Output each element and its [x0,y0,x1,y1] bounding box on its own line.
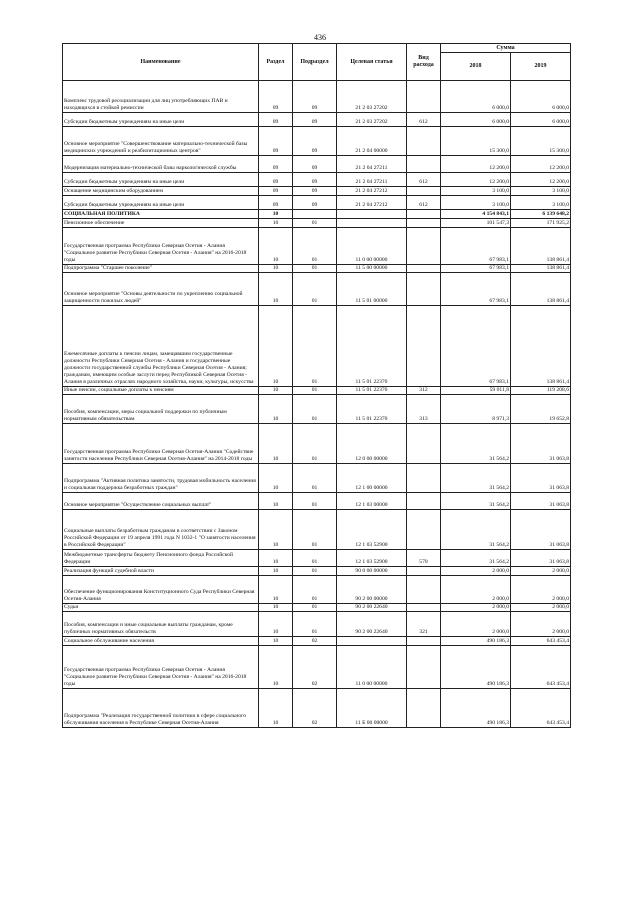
row-razdel: 10 [259,604,293,612]
row-razdel: 10 [259,510,293,550]
row-sum-2019: 19 652,8 [511,395,571,424]
row-podrazdel: 09 [293,156,337,173]
row-razdel: 10 [259,576,293,604]
row-razdel: 10 [259,493,293,510]
row-statya [337,219,407,228]
row-vid [407,306,441,387]
row-name: Оснащение медицинским оборудованием [63,187,259,196]
row-sum-2019: 31 063,8 [511,424,571,464]
row-podrazdel: 02 [293,637,337,646]
row-sum-2018: 3 100,0 [441,196,511,210]
row-razdel: 09 [259,81,293,113]
row-sum-2018: 2 000,0 [441,612,511,637]
row-vid [407,689,441,728]
row-name: Социальное обслуживание населения [63,637,259,646]
table-row [63,196,571,210]
row-sum-2019: 119 208,6 [511,387,571,395]
row-sum-2019: 2 000,0 [511,567,571,576]
row-name: Основное мероприятие "Совершенствование материально-технической базы медицинских учреждений и реабилитационных центров" [63,127,259,156]
row-sum-2018: 31 564,2 [441,424,511,464]
row-name: Государственная программа Республики Северная Осетия - Алания "Социальное развитие Республики Северная Осетия - Алания" на 2016-2018 годы [63,228,259,265]
row-statya: 90 0 00 00000 [337,567,407,576]
row-sum-2018: 15 300,0 [441,127,511,156]
row-sum-2018: 490 186,3 [441,646,511,689]
row-sum-2019: 15 300,0 [511,127,571,156]
header-2018: 2018 [441,53,511,81]
row-razdel: 10 [259,612,293,637]
row-vid [407,127,441,156]
row-podrazdel: 09 [293,196,337,210]
row-podrazdel [293,210,337,219]
row-podrazdel: 02 [293,646,337,689]
row-statya: 12 1 03 00000 [337,493,407,510]
row-sum-2019: 3 100,0 [511,187,571,196]
row-name: Пособия, компенсации и иные социальные выплаты гражданам, кроме публичных нормативных обязательств [63,612,259,637]
row-razdel: 10 [259,637,293,646]
table-row [63,210,571,219]
row-name: Модернизация материально-технической базы наркологической службы [63,156,259,173]
row-sum-2018: 31 564,2 [441,493,511,510]
row-sum-2019: 31 063,8 [511,510,571,550]
row-podrazdel: 01 [293,228,337,265]
row-name: Ежемесячные доплаты к пенсии лицам, замещавшим государственные должности Республики Северная Осетия - Алания и государственные должности государственной службы Республики Северная Осетия - Алания; гражданам, имеющим особые заслуги перед Республикой Северная Осетия - Алания в различных отраслях народного хозяйства, науки, культуры, искусства [63,306,259,387]
table-row [63,424,571,464]
row-podrazdel: 01 [293,604,337,612]
row-sum-2019: 12 200,0 [511,173,571,187]
row-podrazdel: 09 [293,127,337,156]
row-sum-2019: 6 000,0 [511,81,571,113]
row-vid [407,510,441,550]
row-sum-2019: 31 063,8 [511,493,571,510]
row-razdel: 09 [259,127,293,156]
row-vid: 313 [407,395,441,424]
row-razdel: 09 [259,196,293,210]
row-statya: 12 0 00 00000 [337,424,407,464]
row-vid [407,604,441,612]
row-sum-2018: 2 000,0 [441,576,511,604]
row-vid [407,265,441,273]
row-statya: 21 2 03 27202 [337,81,407,113]
table-row [63,81,571,113]
row-sum-2018: 31 564,2 [441,464,511,493]
row-podrazdel: 01 [293,567,337,576]
row-podrazdel: 01 [293,612,337,637]
row-vid [407,81,441,113]
row-name: Подпрограмма "Реализация государственной политики в сфере социального обслуживания населения в Республике Северная Осетия-Алания [63,689,259,728]
row-vid: 312 [407,387,441,395]
table-row [63,265,571,273]
row-sum-2018: 490 186,3 [441,689,511,728]
row-sum-2019: 2 000,0 [511,604,571,612]
row-sum-2018: 59 011,8 [441,387,511,395]
table-row [63,510,571,550]
row-statya: 11 0 00 00000 [337,646,407,689]
page-number: 436 [314,33,326,42]
row-statya: 11 0 00 00000 [337,228,407,265]
table-row [63,576,571,604]
row-sum-2019: 643 453,4 [511,689,571,728]
row-sum-2018: 101 547,3 [441,219,511,228]
row-podrazdel: 09 [293,81,337,113]
header-vid: Вид расхода [407,44,441,81]
row-name: Подпрограмма "Активная политика занятости, трудовая мобильность населения и социальная поддержка безработных граждан" [63,464,259,493]
row-sum-2018: 4 154 843,1 [441,210,511,219]
row-sum-2019: 6 000,0 [511,113,571,127]
table-row [63,306,571,387]
row-razdel: 10 [259,464,293,493]
row-razdel: 09 [259,156,293,173]
row-podrazdel: 01 [293,424,337,464]
row-podrazdel: 01 [293,387,337,395]
row-name: Субсидии бюджетным учреждениям на иные цели [63,196,259,210]
table-row [63,127,571,156]
row-statya: 90 2 00 22640 [337,604,407,612]
table-row [63,273,571,306]
row-vid: 612 [407,196,441,210]
row-vid [407,646,441,689]
row-podrazdel: 01 [293,493,337,510]
row-sum-2019: 6 139 648,2 [511,210,571,219]
row-vid [407,156,441,173]
row-sum-2018: 67 983,1 [441,228,511,265]
row-statya: 12 1 03 52900 [337,510,407,550]
row-vid [407,228,441,265]
row-sum-2018: 490 186,3 [441,637,511,646]
row-sum-2018: 2 000,0 [441,567,511,576]
row-sum-2018: 12 200,0 [441,156,511,173]
row-sum-2018: 67 983,1 [441,273,511,306]
row-razdel: 10 [259,567,293,576]
row-sum-2018: 3 100,0 [441,187,511,196]
table-row [63,550,571,567]
row-sum-2018: 8 971,3 [441,395,511,424]
row-podrazdel: 09 [293,113,337,127]
row-sum-2019: 138 861,4 [511,228,571,265]
row-statya [337,210,407,219]
row-sum-2018: 12 200,0 [441,173,511,187]
header-summa: Сумма [441,44,571,53]
row-podrazdel: 01 [293,510,337,550]
row-sum-2019: 31 063,8 [511,464,571,493]
row-name: Пособия, компенсации, меры социальной поддержки по публичным нормативным обязательствам [63,395,259,424]
row-statya: 21 2 03 27202 [337,113,407,127]
row-sum-2019: 3 100,0 [511,196,571,210]
row-name: Государственная программа Республики Северная Осетия - Алания "Социальное развитие Республики Северная Осетия - Алания" на 2016-2018 годы [63,646,259,689]
table-row [63,604,571,612]
header-2019: 2019 [511,53,571,81]
table-row [63,612,571,637]
row-vid [407,210,441,219]
table-row [63,156,571,173]
row-podrazdel: 01 [293,395,337,424]
row-statya: 21 2 04 27212 [337,196,407,210]
row-statya: 11 5 00 00000 [337,265,407,273]
row-name: Реализация функций судебной власти [63,567,259,576]
row-razdel: 10 [259,219,293,228]
row-podrazdel: 01 [293,273,337,306]
row-statya: 90 2 00 22640 [337,612,407,637]
row-sum-2019: 643 453,4 [511,637,571,646]
row-statya: 21 2 04 00000 [337,127,407,156]
row-vid [407,464,441,493]
row-name: Иные пенсии, социальные доплаты к пенсиям [63,387,259,395]
row-podrazdel: 09 [293,173,337,187]
row-vid: 612 [407,173,441,187]
row-name: Государственная программа Республики Северная Осетия-Алания "Содействие занятости населения Республики Северная Осетия-Алания" на 2014-2018 годы [63,424,259,464]
row-name: Пенсионное обеспечение [63,219,259,228]
row-podrazdel: 01 [293,265,337,273]
row-sum-2019: 138 861,4 [511,306,571,387]
row-name: СОЦИАЛЬНАЯ ПОЛИТИКА [63,210,259,219]
row-razdel: 10 [259,306,293,387]
row-statya: 11 5 01 22370 [337,306,407,387]
row-razdel: 09 [259,113,293,127]
row-sum-2019: 643 453,4 [511,646,571,689]
row-sum-2018: 31 564,2 [441,550,511,567]
row-statya: 21 2 04 27211 [337,156,407,173]
row-name: Субсидии бюджетным учреждениям на иные цели [63,113,259,127]
header-podrazdel: Подраздел [293,44,337,81]
row-statya [337,637,407,646]
table-body [63,81,571,728]
row-vid [407,187,441,196]
row-name: Комплекс трудовой ресоциализации для лиц употребляющих ПАВ и находящихся в стойкой ремиссии [63,81,259,113]
table-row [63,228,571,265]
row-name: Социальные выплаты безработным гражданам в соответствии с Законом Российской Федерации от 19 апреля 1991 года N 1032-1 "О занятости населения в Российской Федерации" [63,510,259,550]
row-vid [407,424,441,464]
table-row [63,219,571,228]
table-row [63,493,571,510]
row-statya: 11 5 01 22370 [337,387,407,395]
row-razdel: 10 [259,387,293,395]
row-razdel: 10 [259,228,293,265]
row-name: Основное мероприятие "Основы деятельности по укреплению социальной защищенности пожилых людей" [63,273,259,306]
row-razdel: 09 [259,173,293,187]
row-razdel: 10 [259,395,293,424]
row-sum-2019: 2 000,0 [511,612,571,637]
row-statya: 12 1 00 00000 [337,464,407,493]
row-vid: 612 [407,113,441,127]
row-razdel: 10 [259,424,293,464]
row-statya: 11 Б 00 00000 [337,689,407,728]
row-vid [407,273,441,306]
table-row [63,187,571,196]
header-statya: Целевая статья [337,44,407,81]
row-name: Обеспечение функционирования Конституционного Суда Республики Северная Осетия-Алания [63,576,259,604]
row-vid [407,567,441,576]
row-podrazdel: 01 [293,550,337,567]
header-razdel: Раздел [259,44,293,81]
row-vid [407,637,441,646]
row-sum-2019: 2 000,0 [511,576,571,604]
row-statya: 90 2 00 00000 [337,576,407,604]
row-razdel: 10 [259,210,293,219]
row-podrazdel: 01 [293,306,337,387]
table-row [63,173,571,187]
budget-table [62,43,571,728]
row-razdel: 10 [259,646,293,689]
table-row [63,567,571,576]
row-vid [407,576,441,604]
row-vid [407,493,441,510]
row-name: Субсидии бюджетным учреждениям на иные цели [63,173,259,187]
row-sum-2018: 31 564,2 [441,510,511,550]
row-sum-2018: 2 000,0 [441,604,511,612]
row-name: Основное мероприятие "Осуществление социальных выплат" [63,493,259,510]
row-razdel: 09 [259,187,293,196]
table-row [63,113,571,127]
row-razdel: 10 [259,689,293,728]
row-name: Межбюджетные трансферты бюджету Пенсионного фонда Российской Федерации [63,550,259,567]
row-vid [407,219,441,228]
row-name: Подпрограмма "Старшее поколение" [63,265,259,273]
row-podrazdel: 01 [293,219,337,228]
row-sum-2018: 67 983,1 [441,306,511,387]
row-vid: 321 [407,612,441,637]
row-name: Судьи [63,604,259,612]
row-sum-2018: 67 983,1 [441,265,511,273]
table-row [63,689,571,728]
row-statya: 11 5 01 22370 [337,395,407,424]
table-row [63,387,571,395]
row-sum-2019: 138 861,4 [511,265,571,273]
row-sum-2018: 6 000,0 [441,113,511,127]
row-podrazdel: 09 [293,187,337,196]
row-sum-2019: 138 861,4 [511,273,571,306]
row-sum-2019: 12 200,0 [511,156,571,173]
table-row [63,637,571,646]
header-name: Наименование [63,44,259,81]
row-sum-2018: 6 000,0 [441,81,511,113]
row-podrazdel: 01 [293,576,337,604]
row-podrazdel: 01 [293,464,337,493]
table-row [63,646,571,689]
row-podrazdel: 02 [293,689,337,728]
row-statya: 21 2 04 27212 [337,187,407,196]
row-razdel: 10 [259,265,293,273]
row-vid: 570 [407,550,441,567]
row-statya: 21 2 04 27211 [337,173,407,187]
row-razdel: 10 [259,273,293,306]
row-statya: 11 5 01 00000 [337,273,407,306]
table-row [63,464,571,493]
row-sum-2019: 171 925,2 [511,219,571,228]
row-sum-2019: 31 063,8 [511,550,571,567]
row-razdel: 10 [259,550,293,567]
row-statya: 12 1 03 52900 [337,550,407,567]
table-row [63,395,571,424]
